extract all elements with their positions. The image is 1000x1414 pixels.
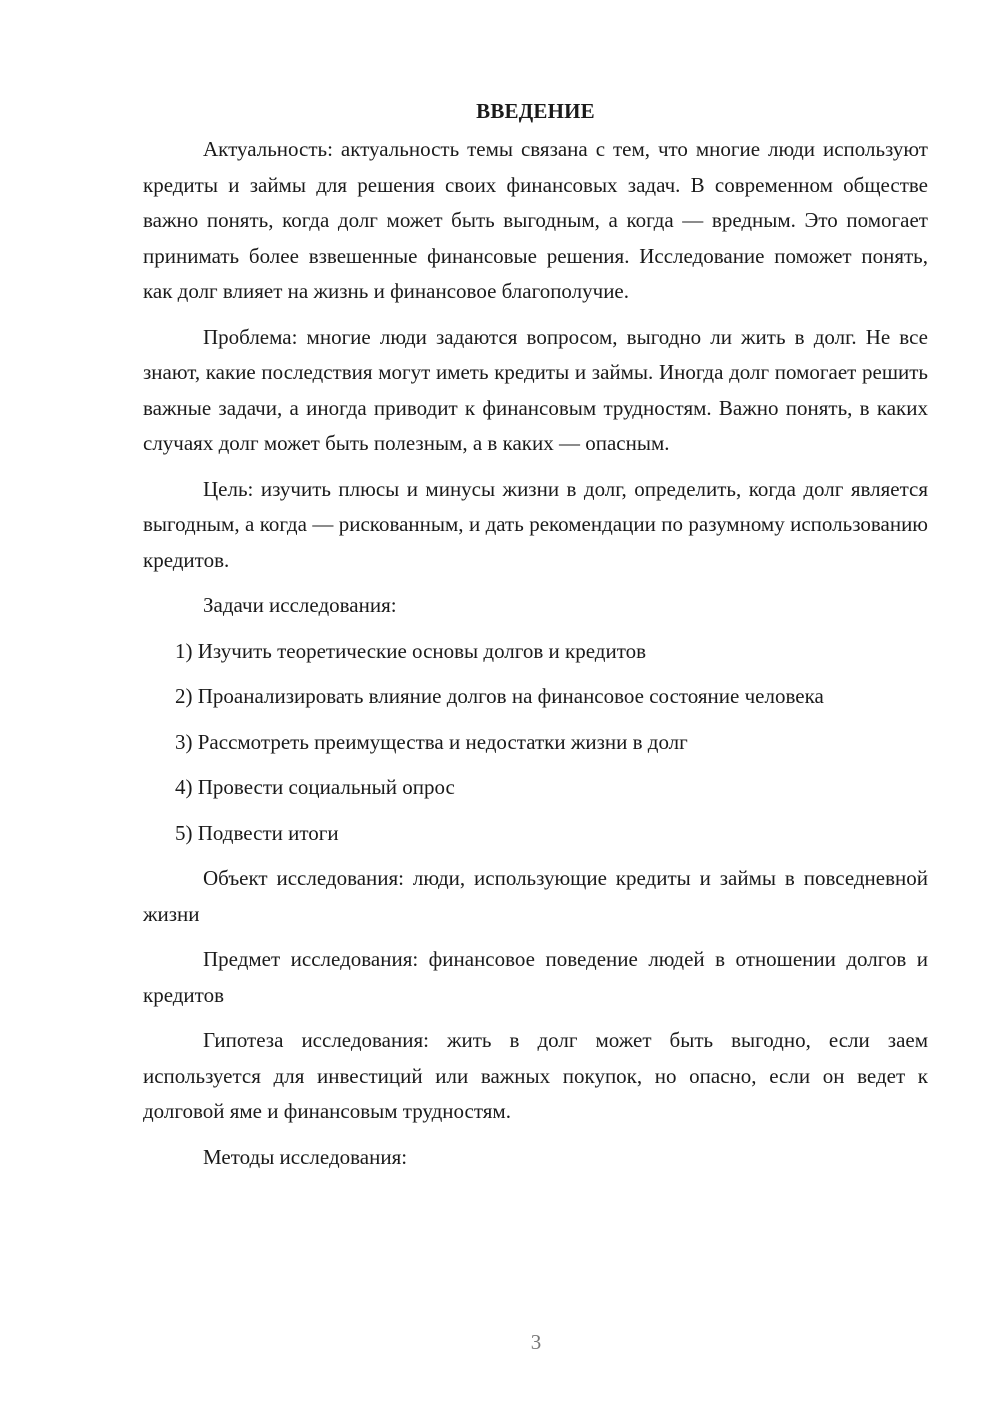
- document-page: [143, 96, 928, 1185]
- paragraph-relevance: Актуальность: актуальность темы связана с тем, что многие люди используют кредиты и займы для решения своих финансовых задач. В современном обществе важно понять, когда долг может быть выгодным, а когда — вредным. Это помогает принимать более взвешенные финансовые решения. Исследование поможет понять, как долг влияет на жизнь и финансовое благополучие.: [143, 137, 928, 303]
- task-item-2: 2) Проанализировать влияние долгов на финансовое состояние человека: [175, 684, 824, 708]
- paragraph-hypothesis: Гипотеза исследования: жить в долг может быть выгодно, если заем используется для инвестиций или важных покупок, но опасно, если он ведет к долговой яме и финансовым трудностям.: [143, 1028, 928, 1123]
- page-number: 3: [530, 1330, 542, 1354]
- task-item-1: 1) Изучить теоретические основы долгов и кредитов: [175, 638, 647, 663]
- paragraph-methods: Методы исследования:: [203, 1144, 408, 1169]
- task-item-4: 4) Провести социальный опрос: [175, 775, 455, 799]
- paragraph-object: Объект исследования: люди, использующие кредиты и займы в повседневной жизни: [143, 866, 928, 926]
- task-item-5: 5) Подвести итоги: [175, 820, 339, 845]
- paragraph-goal: Цель: изучить плюсы и минусы жизни в долг, определить, когда долг является выгодным, а когда — рискованным, и дать рекомендации по разумному использованию кредитов.: [143, 476, 928, 572]
- paragraph-tasks-heading: Задачи исследования:: [203, 593, 397, 617]
- task-item-3: 3) Рассмотреть преимущества и недостатки жизни в долг: [175, 729, 688, 754]
- section-heading: ВВЕДЕНИЕ: [476, 99, 595, 123]
- paragraph-problem: Проблема: многие люди задаются вопросом, выгодно ли жить в долг. Не все знают, какие последствия могут иметь кредиты и займы. Иногда долг помогает решить важные задачи, а иногда приводит к финансовым трудностям. Важно понять, в каких случаях долг может быть полезным, а в каких — опасным.: [143, 324, 928, 455]
- paragraph-subject: Предмет исследования: финансовое поведение людей в отношении долгов и кредитов: [143, 947, 928, 1007]
